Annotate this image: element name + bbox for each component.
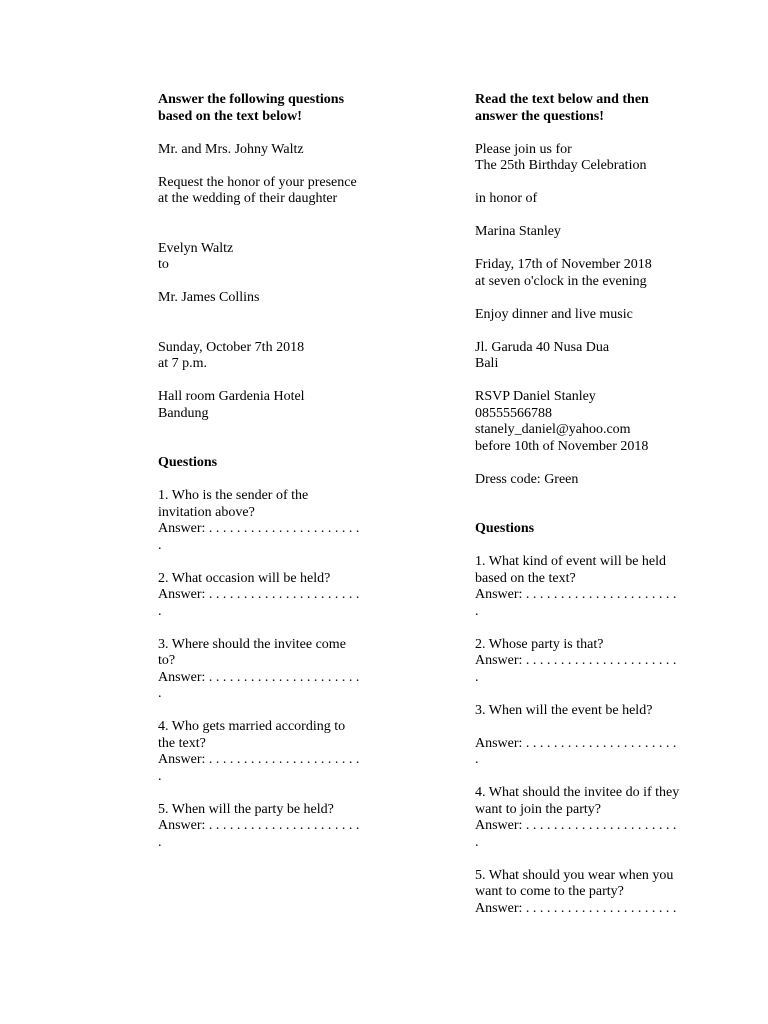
spacer [158, 323, 363, 340]
wedding-date: Sunday, October 7th 2018 [158, 339, 305, 355]
groom-name: Mr. James Collins [158, 290, 260, 305]
wedding-request-line1: Request the honor of your presence [158, 174, 357, 190]
spacer [158, 439, 363, 456]
birthday-in-honor: in honor of [475, 191, 538, 206]
right-instruction-heading: Read the text below and then answer the questions! [475, 92, 649, 124]
birthday-address [475, 340, 680, 373]
answer-blank[interactable]: Answer: . . . . . . . . . . . . . . . . . . . . . . [475, 900, 677, 916]
wedding-venue-line1: Hall room Gardenia Hotel [158, 389, 305, 404]
question-item [158, 719, 363, 785]
left-questions-list [158, 488, 363, 851]
question-text: 2. Whose party is that? [475, 636, 604, 652]
answer-blank[interactable]: Answer: . . . . . . . . . . . . . . . . . . . . . . . [158, 669, 360, 701]
spacer [475, 505, 680, 522]
birthday-event: The 25th Birthday Celebration [475, 158, 647, 173]
left-column [158, 92, 363, 868]
question-text: 5. What should you wear when you want to come to the party? [475, 867, 674, 899]
answer-blank[interactable]: Answer: . . . . . . . . . . . . . . . . . . . . . . . [475, 653, 677, 685]
birthday-invitation [475, 142, 680, 522]
left-instruction-heading: Answer the following questions based on the text below! [158, 92, 345, 124]
birthday-rsvp [475, 389, 680, 455]
spacer [475, 719, 680, 736]
couple-connector: to [158, 257, 169, 272]
answer-blank[interactable]: Answer: . . . . . . . . . . . . . . . . . . . . . . . [158, 587, 360, 619]
answer-blank[interactable]: Answer: . . . . . . . . . . . . . . . . . . . . . . . [475, 587, 677, 619]
wedding-couple-bride [158, 241, 363, 274]
wedding-hosts: Mr. and Mrs. Johny Waltz [158, 141, 304, 157]
right-column [475, 92, 680, 934]
question-text: 4. Who gets married according to the text? [158, 719, 346, 751]
birthday-activities: Enjoy dinner and live music [475, 306, 633, 322]
rsvp-name: RSVP Daniel Stanley [475, 389, 596, 404]
question-item [158, 571, 363, 621]
birthday-address-line2: Bali [475, 356, 499, 371]
question-text: 2. What occasion will be held? [158, 570, 331, 586]
question-item [475, 637, 680, 687]
wedding-venue-line2: Bandung [158, 405, 209, 421]
question-item [475, 554, 680, 620]
bride-name: Evelyn Waltz [158, 240, 234, 256]
left-questions-title: Questions [158, 455, 218, 470]
answer-blank[interactable]: Answer: . . . . . . . . . . . . . . . . . . . . . . . [475, 818, 677, 850]
wedding-request-line2: at the wedding of their daughter [158, 191, 338, 206]
question-text: 3. Where should the invitee come to? [158, 636, 346, 668]
right-questions-title: Questions [475, 521, 535, 536]
answer-blank[interactable]: Answer: . . . . . . . . . . . . . . . . . . . . . . . [158, 752, 360, 784]
question-text: 1. What kind of event will be held based on the text? [475, 554, 667, 586]
answer-blank[interactable]: Answer: . . . . . . . . . . . . . . . . . . . . . . . [475, 735, 677, 767]
question-text: 3. When will the event be held? [475, 702, 653, 718]
question-item [158, 802, 363, 852]
question-text: 1. Who is the sender of the invitation above? [158, 488, 309, 520]
rsvp-deadline: before 10th of November 2018 [475, 438, 649, 454]
birthday-address-line1: Jl. Garuda 40 Nusa Dua [475, 339, 610, 355]
birthday-date: Friday, 17th of November 2018 [475, 257, 652, 272]
birthday-join: Please join us for [475, 141, 572, 157]
question-item [475, 868, 680, 918]
spacer [158, 224, 363, 241]
rsvp-email: stanely_daniel@yahoo.com [475, 422, 631, 437]
question-item [158, 637, 363, 703]
birthday-datetime [475, 257, 680, 290]
question-item [475, 785, 680, 851]
birthday-time: at seven o'clock in the evening [475, 273, 647, 289]
question-item [158, 488, 363, 554]
rsvp-phone: 08555566788 [475, 405, 552, 421]
wedding-request [158, 175, 363, 208]
wedding-venue [158, 389, 363, 422]
answer-blank[interactable]: Answer: . . . . . . . . . . . . . . . . . . . . . . . [158, 818, 360, 850]
question-text: 4. What should the invitee do if they want to join the party? [475, 785, 680, 817]
birthday-dress-code: Dress code: Green [475, 471, 579, 487]
birthday-honoree: Marina Stanley [475, 224, 561, 239]
wedding-time: at 7 p.m. [158, 356, 207, 371]
birthday-intro [475, 142, 680, 175]
wedding-invitation [158, 142, 363, 456]
question-text: 5. When will the party be held? [158, 801, 334, 817]
wedding-datetime [158, 340, 363, 373]
question-item [475, 703, 680, 769]
answer-blank[interactable]: Answer: . . . . . . . . . . . . . . . . . . . . . . . [158, 521, 360, 553]
right-questions-list [475, 554, 680, 917]
